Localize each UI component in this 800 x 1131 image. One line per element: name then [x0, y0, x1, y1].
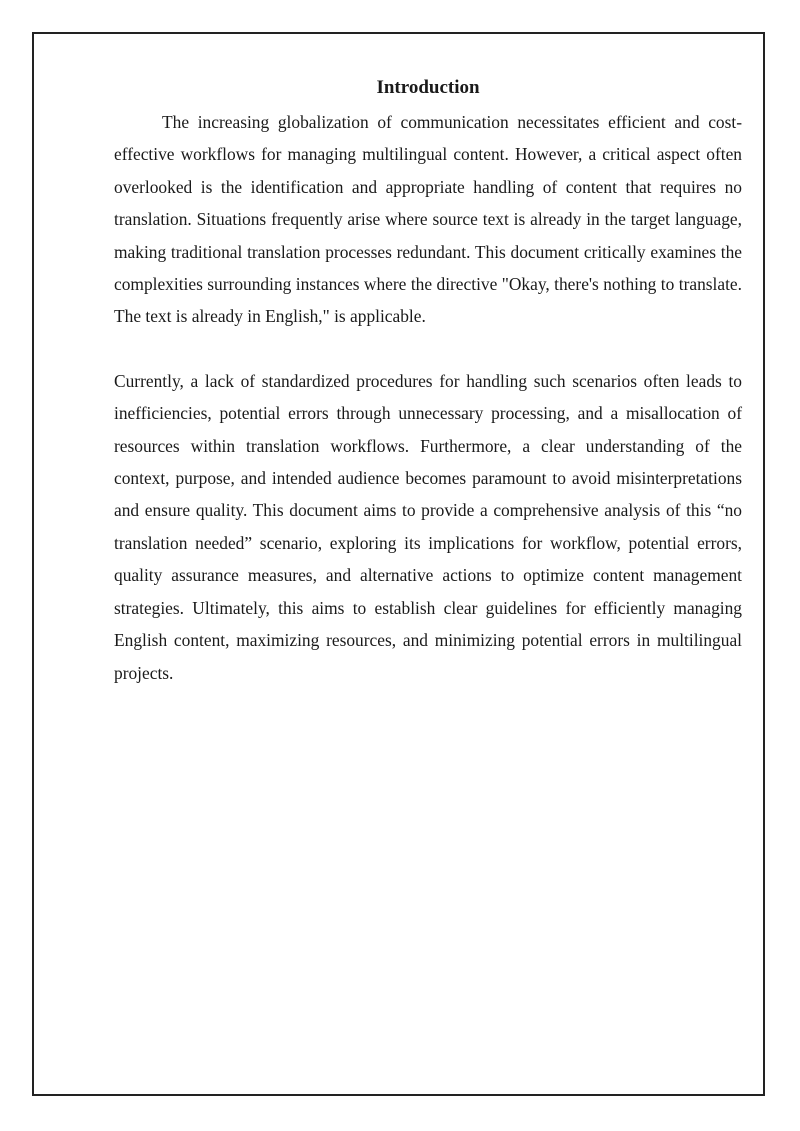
- paragraph-2: Currently, a lack of standardized procedures for handling such scenarios often leads to inefficiencies, potential errors through unnecessary processing, and a misallocation of resources within translation workflows. Furthermore, a clear understanding of the context, purpose, and intended audience becomes paramount to avoid misinterpretations and ensure quality. This document aims to provide a comprehensive analysis of this “no translation needed” scenario, exploring its implications for workflow, potential errors, quality assurance measures, and alternative actions to optimize content management strategies. Ultimately, this aims to establish clear guidelines for efficiently managing English content, maximizing resources, and minimizing potential errors in multilingual projects.: [114, 370, 742, 683]
- page-title: Introduction: [376, 77, 480, 98]
- paragraph-1: The increasing globalization of communication necessitates efficient and cost-effective workflows for managing multilingual content. However, a critical aspect often overlooked is the identification and appropriate handling of content that requires no translation. Situations frequently arise where source text is already in the target language, making traditional translation processes redundant. This document critically examines the complexities surrounding instances where the directive "Okay, there's nothing to translate. The text is already in English," is applicable.: [114, 112, 742, 327]
- document-body: [114, 74, 742, 689]
